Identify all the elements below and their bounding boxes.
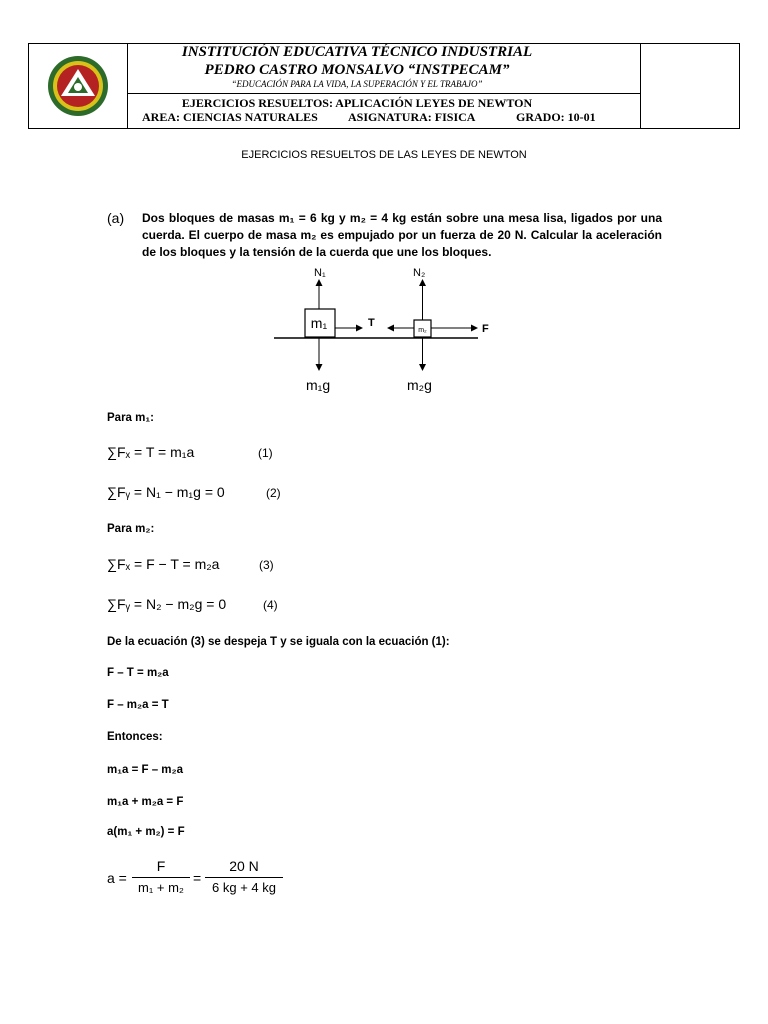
fraction2-bar <box>205 877 283 878</box>
n1-label: N₁ <box>314 267 326 279</box>
step-2: F – m₂a = T <box>107 699 169 711</box>
step-3: m₁a = F – m₂a <box>107 764 184 776</box>
grado-label: GRADO: 10-01 <box>516 110 596 124</box>
step-intro: De la ecuación (3) se despeja T y se iguala con la ecuación (1): <box>107 636 450 648</box>
weight2-label: m₂g <box>407 377 432 393</box>
final-lhs: a = <box>107 870 127 886</box>
block2-label: m₂ <box>418 327 427 334</box>
equation-1-number: (1) <box>258 446 273 460</box>
weight1-label: m₁g <box>306 377 331 393</box>
header-empty-cell <box>640 44 739 128</box>
para-m2-heading: Para m₂: <box>107 523 155 535</box>
problem-text: Dos bloques de masas m₁ = 6 kg y m₂ = 4 kg están sobre una mesa lisa, ligados por una cuerda. El cuerpo de masa m₂ es empujado por un fuerza de 20 N. Calcular la aceleración de los bloques y la tensión de la cuerda que une los bloques. <box>142 211 662 259</box>
step-4: m₁a + m₂a = F <box>107 796 184 808</box>
exercises-title: EJERCICIOS RESUELTOS: APLICACIÓN LEYES DE NEWTON <box>181 96 533 110</box>
entonces-label: Entonces: <box>107 731 163 743</box>
equation-4-number: (4) <box>263 598 278 612</box>
equation-4: ∑Fᵧ = N₂ − m₂g = 0 <box>107 596 227 612</box>
fraction1-numerator: F <box>156 858 166 874</box>
equation-3: ∑Fₓ = F − T = m₂a <box>107 556 220 572</box>
institution-line1: INSTITUCIÓN EDUCATIVA TÉCNICO INDUSTRIAL <box>181 44 533 60</box>
force-label: F <box>482 323 489 335</box>
para-m1-heading: Para m₁: <box>107 412 154 424</box>
fraction1-bar <box>132 877 190 878</box>
block1-label: m₁ <box>310 315 328 331</box>
n2-label: N₂ <box>413 267 426 279</box>
equation-1: ∑Fₓ = T = m₁a <box>107 444 195 460</box>
area-label: AREA: CIENCIAS NATURALES <box>142 110 318 124</box>
step-5: a(m₁ + m₂) = F <box>107 826 185 838</box>
problem-label: (a) <box>107 210 125 226</box>
institution-motto: “EDUCACIÓN PARA LA VIDA, LA SUPERACIÓN Y EL TRABAJO” <box>231 79 483 89</box>
final-equals: = <box>193 870 202 886</box>
asignatura-label: ASIGNATURA: FISICA <box>348 110 476 124</box>
fraction2-denominator: 6 kg + 4 kg <box>212 880 276 895</box>
step-1: F – T = m₂a <box>107 667 169 679</box>
fraction1-denominator: m₁ + m₂ <box>138 880 184 895</box>
header-divider <box>127 93 641 94</box>
equation-2-number: (2) <box>266 486 281 500</box>
equation-3-number: (3) <box>259 558 274 572</box>
institution-line2: PEDRO CASTRO MONSALVO “INSTPECAM” <box>204 62 510 78</box>
fraction2-numerator: 20 N <box>229 858 259 874</box>
tension-label: T <box>368 317 375 329</box>
free-body-diagram <box>0 260 768 400</box>
document-title: EJERCICIOS RESUELTOS DE LAS LEYES DE NEWTON <box>241 149 527 161</box>
equation-2: ∑Fᵧ = N₁ − m₁g = 0 <box>107 484 225 500</box>
